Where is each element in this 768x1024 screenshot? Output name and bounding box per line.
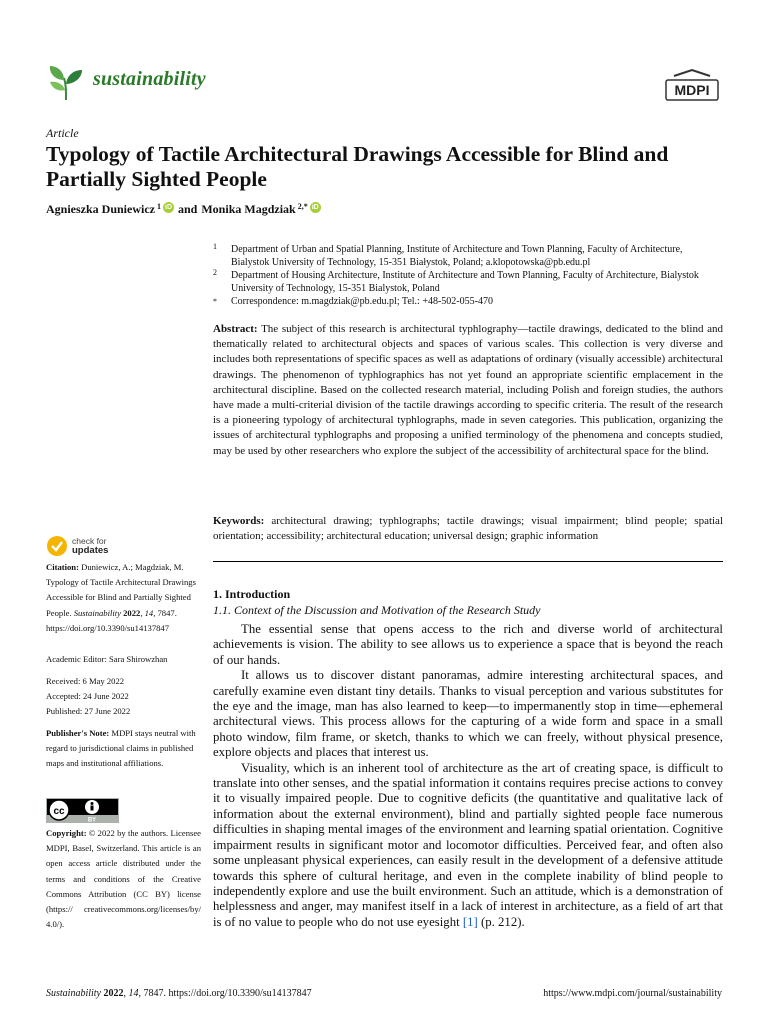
publisher-note-text: MDPI stays neutral with regard to jurisdictional claims in published maps and institutional affiliations.: [46, 728, 196, 769]
correspondence-text: Correspondence: m.magdziak@pb.edu.pl; Tel.: +48-502-055-470: [231, 296, 493, 307]
affiliation-mark: 2: [213, 268, 217, 277]
citation-text: Duniewicz, A.; Magdziak, M. Typology of Tactile Architectural Drawings Accessible for Blind and Partially Sighted People.: [46, 562, 196, 618]
copyright-text: © 2022 by the authors. Licensee MDPI, Basel, Switzerland. This article is an open access article distributed under the terms and conditions of the Creative Commons Attribution (CC BY) license (https:// creativecommons.org/licenses/by/ 4.0/).: [46, 828, 201, 930]
abstract: [213, 322, 723, 459]
citation-volume: 14: [144, 607, 154, 618]
correspondence: [213, 295, 723, 308]
check-updates-line1: check for: [72, 536, 107, 546]
author-1-affiliation: 1: [157, 202, 161, 211]
author-list: [46, 202, 546, 217]
paragraph-3-text: Visuality, which is an inherent tool of architecture as the art of creating space, is difficult to translate into other senses, and the spatial information it contains requires precise actions to convey it to visually impaired people. Due to cognitive deficits (the quantitative and qualitative lack of information about the external environment), blind and partially sighted people face numerous difficulties in shaping mental images of the environment and learning spatial orientation. Cognitive impairment results in significant motor and locomotor difficulties. Perceived fear, and often also some unpleasant physical experiences, can easily result in the development of a defensive attitude towards this sphere of cultural heritage, and even in the complete inability of blind people to independently explore and use the built environment. Such an attitude, which is a demonstration of helplessness and anger, may manifest itself in a lack of interest in architecture, as a field of art that is of no value to people who do not use eyesight: [213, 760, 723, 929]
affiliation-mark: *: [213, 297, 217, 306]
copyright-block: [46, 826, 201, 932]
footer-citation: Sustainability 2022, 14, 7847. https://doi.org/10.3390/su14137847: [46, 988, 312, 999]
section-divider: [213, 561, 723, 562]
body-text: [213, 622, 723, 930]
citation-year: 2022: [123, 607, 141, 618]
affiliation-text: Department of Housing Architecture, Institute of Architecture and Town Planning, Faculty of Architecture, Bialystok University of Technology, 15-351 Bialystok, Poland: [231, 270, 699, 294]
citation-doi[interactable]: , 7847. https://doi.org/10.3390/su14137847: [46, 607, 177, 633]
orcid-icon[interactable]: iD: [311, 204, 319, 211]
section-heading: 1. Introduction: [213, 587, 291, 601]
reference-link[interactable]: [1]: [462, 914, 478, 929]
author-1[interactable]: Agnieszka Duniewicz: [46, 202, 155, 216]
footer-journal-url[interactable]: https://www.mdpi.com/journal/sustainability: [543, 988, 722, 999]
abstract-label: Abstract:: [213, 323, 258, 335]
paragraph-2: It allows us to discover distant panoramas, admire interesting architectural spaces, and carefully examine even distant tiny details. Thanks to visual perception and various substitutes for the eye and the image, man has also learned to keep—to impermanently stop in time—ephemeral architectural views. This process allows for the capturing of a wide form and space in a small photo window, film frame, or sketch, thanks to which we can freely, without physical presence, explore objects and places that interest us.: [213, 668, 723, 760]
author-2[interactable]: Monika Magdziak: [201, 202, 296, 216]
received-date: Received: 6 May 2022: [46, 676, 125, 686]
accepted-date: Accepted: 24 June 2022: [46, 691, 129, 701]
mdpi-logo-icon: [664, 68, 720, 102]
citation-label: Citation:: [46, 562, 79, 572]
keywords: [213, 514, 723, 544]
check-for-updates-button[interactable]: [46, 534, 176, 558]
orcid-icon[interactable]: iD: [165, 204, 172, 211]
author-2-affiliation: 2,*: [297, 202, 308, 211]
paragraph-3: [213, 761, 723, 930]
affiliation-mark: 1: [213, 242, 217, 251]
journal-logo-icon: [44, 60, 88, 104]
publisher-note: [46, 726, 201, 772]
academic-editor: Academic Editor: Sara Shirowzhan: [46, 654, 168, 664]
journal-name: sustainability: [93, 68, 206, 90]
footer-volume: 14: [128, 988, 139, 999]
check-updates-icon: [46, 535, 68, 557]
paragraph-1: The essential sense that opens access to the rich and diverse world of architectural achievements is vision. The ability to see allows us to experience a space that is beyond the reach of our hands.: [213, 622, 723, 667]
footer-doi[interactable]: , 7847. https://doi.org/10.3390/su14137847: [138, 988, 312, 999]
mdpi-logo-text: MDPI: [674, 82, 710, 98]
citation-journal: Sustainability: [73, 607, 121, 618]
author-separator: and: [178, 202, 198, 216]
svg-text:cc: cc: [53, 806, 65, 817]
affiliation-text: Department of Urban and Spatial Planning, Institute of Architecture and Town Planning, Faculty of Architecture, Bialystok University of Technology, 15-351 Białystok, Poland; a.klopotowska@pb.edu.pl: [231, 244, 683, 268]
check-updates-line2: updates: [72, 545, 109, 556]
copyright-label: Copyright:: [46, 828, 87, 838]
citation-block: Citation: Duniewicz, A.; Magdziak, M. Typology of Tactile Architectural Drawings Accessible for Blind and Partially Sighted People. Sustainability 2022, 14, 7847. https://doi.org/10.3390/su14137847: [46, 562, 196, 633]
cc-by-label: BY: [87, 817, 97, 823]
article-type: Article: [46, 126, 79, 140]
cc-by-license-icon[interactable]: [46, 798, 119, 823]
article-title: Typology of Tactile Architectural Drawings Accessible for Blind and Partially Sighted People: [46, 142, 669, 191]
subsection-heading: 1.1. Context of the Discussion and Motivation of the Research Study: [213, 603, 541, 617]
footer-journal: Sustainability: [46, 988, 101, 999]
abstract-text: The subject of this research is architectural typhlography—tactile drawings, dedicated to the blind and thematically related to architectural objects and spaces of various scales. This collection is very diverse and includes both representations of specific spaces as well as adaptations of ordinary (visually accessible) architectural drawings. The phenomenon of typhlographics has not yet found an appropriate scientific emplacement in the architectural discipline. Based on the collected research material, including Polish and foreign studies, the authors have made a multi-criterial division of the tactile drawings according to specific criteria. The result of the research is a pioneering typology of architectural typhlographs, made in seven categories. This publication, organizing the issues of architectural typhlographs and proposing a unified terminology of the phenomena and concepts studied, may be used by other researchers who explore the subject of the accessibility of architectural space for the blind.: [213, 323, 723, 457]
affiliation-1: [213, 243, 723, 269]
keywords-label: Keywords:: [213, 515, 265, 527]
affiliation-2: [213, 269, 723, 295]
footer-year: 2022: [103, 988, 124, 999]
paragraph-3-end: (p. 212).: [477, 914, 525, 929]
publisher-note-label: Publisher's Note:: [46, 728, 110, 738]
keywords-text: architectural drawing; typhlographs; tactile drawings; visual impairment; blind people; spatial orientation; accessibility; architectural education; universal design; graphic information: [213, 515, 723, 543]
published-date: Published: 27 June 2022: [46, 706, 131, 716]
